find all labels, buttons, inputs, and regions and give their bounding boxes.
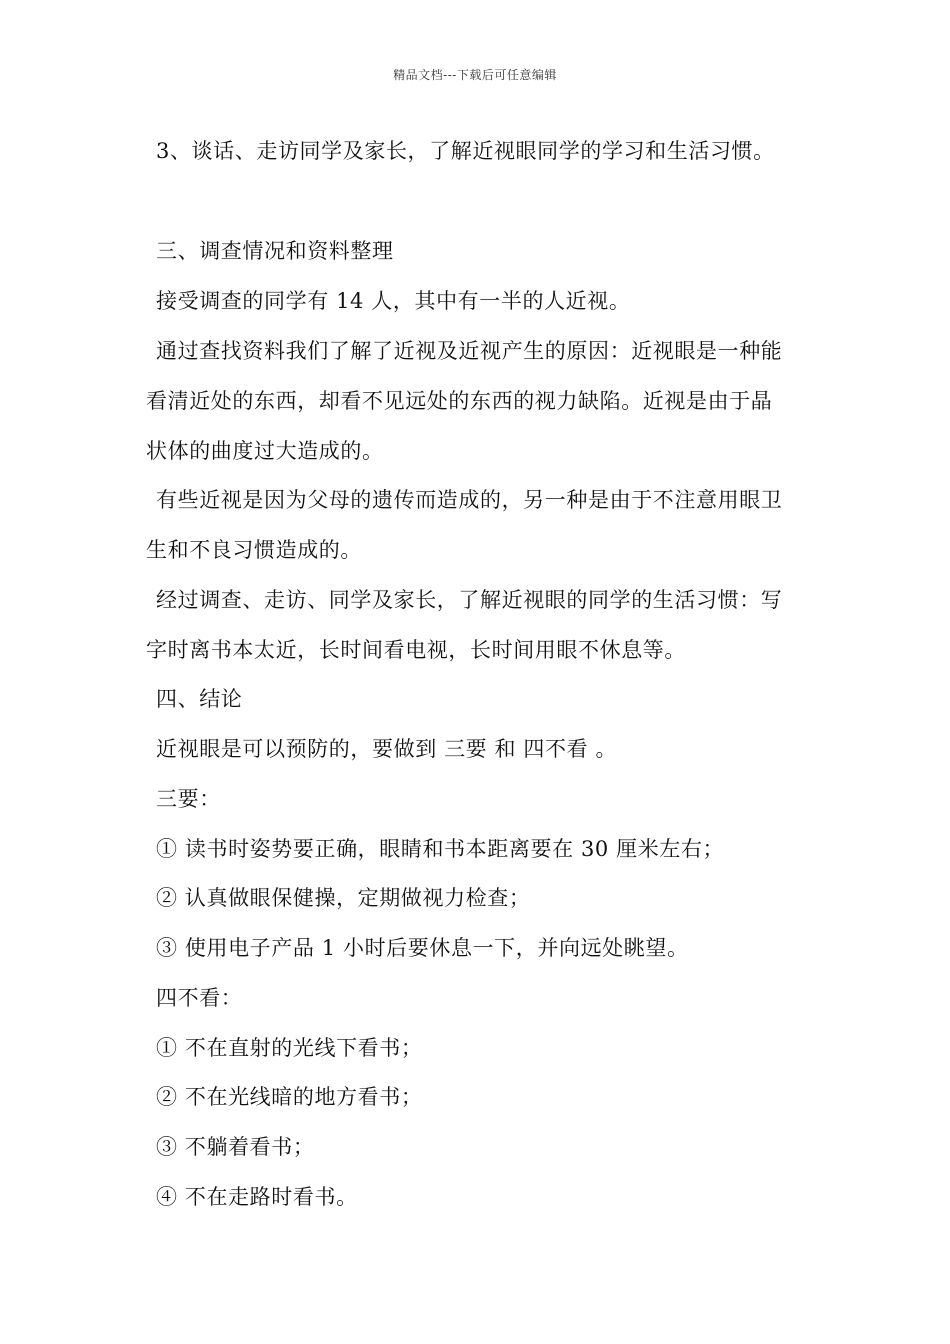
- list-item-must-1: ① 读书时姿势要正确，眼睛和书本距离要在 30 厘米左右；: [156, 837, 725, 861]
- page-header: 精品文档---下载后可任意编辑: [393, 68, 557, 82]
- list-item-dont-4: ④ 不在走路时看书。: [156, 1185, 358, 1209]
- text-line-heredity-2: 生和不良习惯造成的。: [146, 538, 362, 562]
- list-item-dont-1: ① 不在直射的光线下看书；: [156, 1036, 423, 1060]
- list-item-dont-3: ③ 不躺着看书；: [156, 1135, 315, 1159]
- list-item-dont-2: ② 不在光线暗的地方看书；: [156, 1085, 423, 1109]
- list-item-must-2: ② 认真做眼保健操，定期做视力检查；: [156, 886, 531, 910]
- text-line-habits-1: 经过调查、走访、同学及家长，了解近视眼的同学的生活习惯：写: [156, 588, 783, 612]
- text-line-investigation-method-3: 3、谈话、走访同学及家长，了解近视眼同学的学习和生活习惯。: [156, 139, 775, 163]
- section-heading-conclusion: 四、结论: [156, 687, 243, 711]
- text-line-cause-3: 状体的曲度过大造成的。: [146, 439, 384, 463]
- subheading-four-donts: 四不看：: [156, 986, 243, 1010]
- text-line-prevention: 近视眼是可以预防的，要做到 三要 和 四不看 。: [156, 737, 618, 761]
- text-line-cause-2: 看清近处的东西，却看不见远处的东西的视力缺陷。近视是由于晶: [146, 389, 773, 413]
- text-line-heredity-1: 有些近视是因为父母的遗传而造成的，另一种是由于不注意用眼卫: [156, 488, 783, 512]
- subheading-three-musts: 三要：: [156, 787, 221, 811]
- text-line-survey-count: 接受调查的同学有 14 人，其中有一半的人近视。: [156, 289, 631, 313]
- section-heading-survey: 三、调查情况和资料整理: [156, 239, 394, 263]
- text-line-cause-1: 通过查找资料我们了解了近视及近视产生的原因：近视眼是一种能: [156, 339, 783, 363]
- text-line-habits-2: 字时离书本太近，长时间看电视，长时间用眼不休息等。: [146, 638, 686, 662]
- list-item-must-3: ③ 使用电子产品 1 小时后要休息一下，并向远处眺望。: [156, 936, 689, 960]
